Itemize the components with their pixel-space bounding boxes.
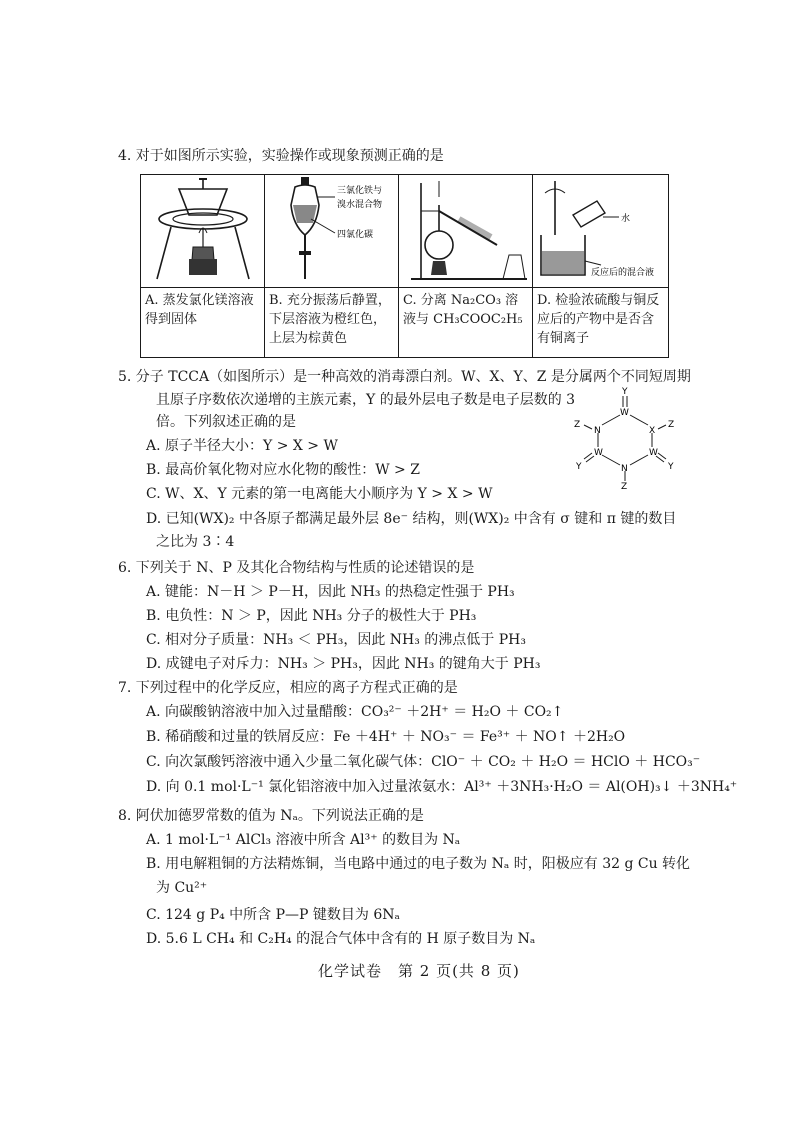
fig-d-label-mix: 反应后的混合液 bbox=[591, 268, 655, 278]
q4-caption-c: C. 分离 Na₂CO₃ 溶液与 CH₃COOC₂H₅ bbox=[399, 288, 533, 358]
fig-b-label-top: 三氯化铁与 bbox=[337, 186, 383, 196]
q7-option-c: C. 向次氯酸钙溶液中通入少量二氧化碳气体：ClO⁻ ＋ CO₂ ＋ H₂O ＝ HClO ＋ HCO₃⁻ bbox=[146, 754, 701, 770]
mol-w-top: W bbox=[620, 408, 629, 418]
mol-z-right: Z bbox=[668, 420, 675, 430]
q7-option-b: B. 稀硝酸和过量的铁屑反应：Fe ＋4H⁺ ＋ NO₃⁻ ＝ Fe³⁺ ＋ NO↑ ＋2H₂O bbox=[146, 729, 626, 745]
q5-option-b: B. 最高价氧化物对应水化物的酸性：W > Z bbox=[146, 462, 420, 478]
mol-w-left: W bbox=[594, 448, 603, 458]
q5-stem-line1: 5. 分子 TCCA（如图所示）是一种高效的消毒漂白剂。W、X、Y、Z 是分属两个不同短周期 bbox=[118, 369, 691, 385]
q4-stem: 4. 对于如图所示实验，实验操作或现象预测正确的是 bbox=[118, 148, 444, 164]
q6-option-b: B. 电负性：N ＞ P，因此 NH₃ 分子的极性大于 PH₃ bbox=[146, 608, 477, 624]
q5-option-d-line2: 之比为 3∶4 bbox=[156, 534, 235, 550]
mol-z-bottom: Z bbox=[621, 482, 628, 489]
fig-b-label-bottom: 四氯化碳 bbox=[337, 230, 374, 240]
q5-option-c: C. W、X、Y 元素的第一电离能大小顺序为 Y > X > W bbox=[146, 486, 493, 502]
q4-caption-a: A. 蒸发氯化镁溶液得到固体 bbox=[141, 288, 265, 358]
q4-figure-c bbox=[399, 175, 533, 288]
q8-option-b-line2: 为 Cu²⁺ bbox=[156, 880, 208, 896]
q8-option-a: A. 1 mol·L⁻¹ AlCl₃ 溶液中所含 Al³⁺ 的数目为 Nₐ bbox=[146, 832, 461, 848]
q4-figure-a bbox=[141, 175, 265, 288]
q7-option-a: A. 向碳酸钠溶液中加入过量醋酸：CO₃²⁻ ＋2H⁺ ＝ H₂O ＋ CO₂↑ bbox=[146, 704, 564, 720]
q6-option-a: A. 键能：N－H ＞ P－H，因此 NH₃ 的热稳定性强于 PH₃ bbox=[146, 584, 515, 600]
q4-figure-d bbox=[533, 175, 669, 288]
q4-caption-d: D. 检验浓硫酸与铜反应后的产物中是否含有铜离子 bbox=[533, 288, 669, 358]
q6-option-d: D. 成键电子对斥力：NH₃ ＞ PH₃，因此 NH₃ 的键角大于 PH₃ bbox=[146, 656, 541, 672]
q4-caption-b: B. 充分振荡后静置，下层溶液为橙红色，上层为棕黄色 bbox=[265, 288, 399, 358]
q5-option-d-line1: D. 已知(WX)₂ 中各原子都满足最外层 8e⁻ 结构，则(WX)₂ 中含有 σ 键和 π 键的数目 bbox=[146, 511, 677, 527]
q8-stem: 8. 阿伏加德罗常数的值为 Nₐ。下列说法正确的是 bbox=[118, 808, 424, 824]
mol-x-right: X bbox=[649, 426, 656, 436]
fig-d-label-water: 水 bbox=[621, 214, 631, 224]
mol-w-right: W bbox=[649, 448, 658, 458]
q5-stem-line3: 倍。下列叙述正确的是 bbox=[156, 414, 296, 430]
mol-n-bottom: N bbox=[621, 464, 628, 474]
q7-option-d: D. 向 0.1 mol·L⁻¹ 氯化铝溶液中加入过量浓氨水：Al³⁺ ＋3NH₃·H₂O ＝ Al(OH)₃↓ ＋3NH₄⁺ bbox=[146, 779, 738, 795]
q5-stem-line2: 且原子序数依次递增的主族元素，Y 的最外层电子数是电子层数的 3 bbox=[156, 392, 576, 408]
mol-y-top: Y bbox=[622, 387, 628, 397]
q7-stem: 7. 下列过程中的化学反应，相应的离子方程式正确的是 bbox=[118, 680, 458, 696]
q5-option-a: A. 原子半径大小：Y > X > W bbox=[146, 438, 338, 454]
mol-y-left: Y bbox=[576, 462, 582, 472]
separatory-funnel-icon bbox=[265, 175, 399, 287]
q8-option-d: D. 5.6 L CH₄ 和 C₂H₄ 的混合气体中含有的 H 原子数目为 Nₐ bbox=[146, 931, 536, 947]
q8-option-c: C. 124 g P₄ 中所含 P—P 键数目为 6Nₐ bbox=[146, 907, 400, 923]
mol-y-right: Y bbox=[668, 462, 674, 472]
page-footer: 化学试卷 第 2 页(共 8 页) bbox=[318, 962, 520, 980]
fig-b-label-top2: 溴水混合物 bbox=[337, 200, 383, 210]
q4-figure-table bbox=[140, 174, 669, 358]
mol-z-left: Z bbox=[574, 420, 581, 430]
q6-stem: 6. 下列关于 N、P 及其化合物结构与性质的论述错误的是 bbox=[118, 560, 475, 576]
tcca-molecule-structure bbox=[570, 385, 682, 489]
distillation-apparatus-icon bbox=[399, 175, 533, 287]
beaker-dilution-icon bbox=[533, 175, 669, 287]
q6-option-c: C. 相对分子质量：NH₃ ＜ PH₃，因此 NH₃ 的沸点低于 PH₃ bbox=[146, 632, 526, 648]
evaporating-dish-apparatus-icon bbox=[141, 175, 265, 287]
q4-figure-b bbox=[265, 175, 399, 288]
mol-n-left: N bbox=[594, 426, 601, 436]
q8-option-b-line1: B. 用电解粗铜的方法精炼铜，当电路中通过的电子数为 Nₐ 时，阳极应有 32 g Cu 转化 bbox=[146, 856, 691, 872]
